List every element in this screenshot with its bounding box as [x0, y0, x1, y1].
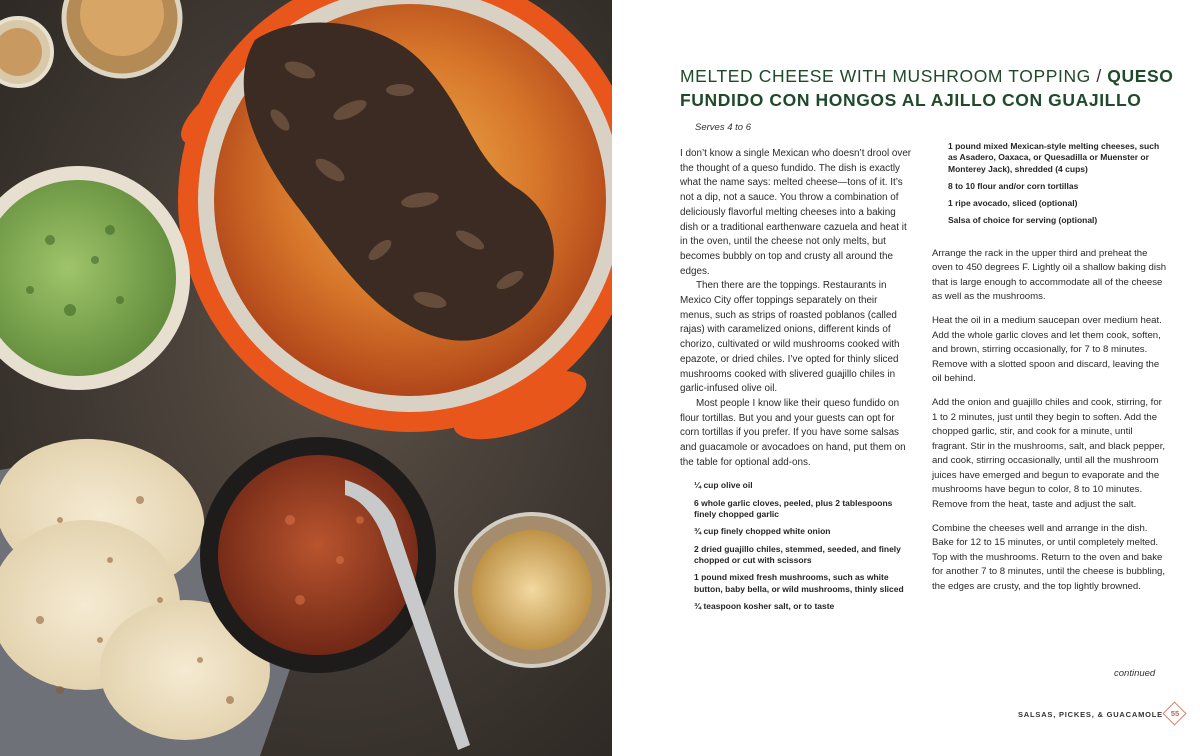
- ingredient-item: 8 to 10 flour and/or corn tortillas: [948, 180, 1079, 191]
- ingredient-item: ¾ cup finely chopped white onion: [694, 526, 831, 537]
- method-step: Add the onion and guajillo chiles and cook, stirring, for 1 to 2 minutes, just until they begin to soften. Add the chopped garlic, stir, and cook for a minute, until fragrant. Stir in the mushrooms, salt, and black pepper, and cook, stirring occasionally, until all the mushroom juices have emerged and begun to evaporate and the mushrooms have begun to color, 8 to 10 minutes. Remove from the heat, taste and adjust the salt.: [932, 397, 1166, 510]
- headnote-paragraph: Then there are the toppings. Restaurants in Mexico City offer toppings separately on their menus, such as strips of roasted poblanos (called rajas) with caramelized onions, different kinds of chorizo, cultivated or wild mushrooms cooked with epazote, or dried chiles. I’ve opted for thinly sliced mushrooms cooked with slivered guajillo chiles in garlic-infused olive oil.: [680, 280, 900, 395]
- dutch-oven: [169, 0, 612, 453]
- beer-glass-bottom: [456, 514, 608, 666]
- headnote-paragraph: I don’t know a single Mexican who doesn’t drool over the thought of a queso fundido. The dish is exactly what the name says: melted cheese—tons of it. It’s not a dip, not a sauce. You throw a combination of deliciously flavorful melting cheeses into a baking dish or a traditional earthenware cazuela and heat it in the oven, until the cheese not only melts, but becomes bubbly on top and crusty all around the edges.: [680, 148, 912, 277]
- ingredient-item: 1 pound mixed Mexican-style melting cheeses, such as Asadero, Oaxaca, or Quesadilla or Muenster or Monterey Jack), shredded (4 cups): [948, 141, 1160, 174]
- title-separator: /: [1090, 66, 1108, 86]
- right-column: [932, 141, 1168, 604]
- ingredient-item: ¾ teaspoon kosher salt, or to taste: [694, 600, 835, 611]
- method: [932, 247, 1168, 595]
- title-spanish: QUESO FUNDIDO CON HONGOS AL AJILLO CON GUAJILLO: [680, 66, 1174, 110]
- ingredient-item: ¼ cup olive oil: [694, 480, 753, 491]
- ingredient-list: [680, 480, 912, 612]
- method-step: Arrange the rack in the upper third and preheat the oven to 450 degrees F. Lightly oil a shallow baking dish that is large enough to accommodate all of the cheese as well as the mushrooms.: [932, 247, 1167, 303]
- beer-glass-top: [64, 0, 180, 76]
- headnote: [680, 147, 912, 470]
- serves-note: Serves 4 to 6: [695, 122, 751, 133]
- title-english: MELTED CHEESE WITH MUSHROOM TOPPING: [680, 66, 1091, 86]
- recipe-title: [680, 64, 1180, 112]
- beer-glass-top-left: [0, 18, 52, 86]
- headnote-paragraph: Most people I know like their queso fundido on flour tortillas. But you and your guests can opt for corn tortillas if you prefer. If you have some salsas and guacamole or avocadoes on hand, put them on the table for optional add-ons.: [680, 397, 906, 468]
- recipe-page: [612, 0, 1200, 756]
- page-number: 55: [1170, 709, 1180, 718]
- guacamole-bowl: [0, 166, 190, 390]
- page-number-badge: [1162, 701, 1188, 727]
- left-column: [680, 147, 912, 618]
- running-head: SALSAS, PICKES, & GUACAMOLE: [1018, 710, 1163, 719]
- ingredient-item: 6 whole garlic cloves, peeled, plus 2 tablespoons finely chopped garlic: [694, 497, 893, 520]
- method-step: Combine the cheeses well and arrange in the dish. Bake for 12 to 15 minutes, or until completely melted. Top with the mushrooms. Return to the oven and bake for another 7 to 8 minutes, until the cheese is bubbling, the edges are crusty, and the top lightly browned.: [932, 522, 1166, 592]
- ingredient-item: 2 dried guajillo chiles, stemmed, seeded, and finely chopped or cut with scissors: [694, 543, 901, 565]
- continued-note: continued: [1114, 668, 1156, 679]
- method-step: Heat the oil in a medium saucepan over medium heat. Add the whole garlic cloves and let them cook, soften, and brown, stirring occasionally, for 7 to 8 minutes. Remove with a slotted spoon and discard, leaving the oil behind.: [932, 315, 1162, 385]
- ingredient-item: 1 pound mixed fresh mushrooms, such as white button, baby bella, or wild mushrooms, thinly sliced: [694, 572, 904, 594]
- ingredient-item: 1 ripe avocado, sliced (optional): [948, 198, 1078, 209]
- ingredient-list-continued: [932, 141, 1168, 227]
- ingredient-item: Salsa of choice for serving (optional): [948, 215, 1098, 226]
